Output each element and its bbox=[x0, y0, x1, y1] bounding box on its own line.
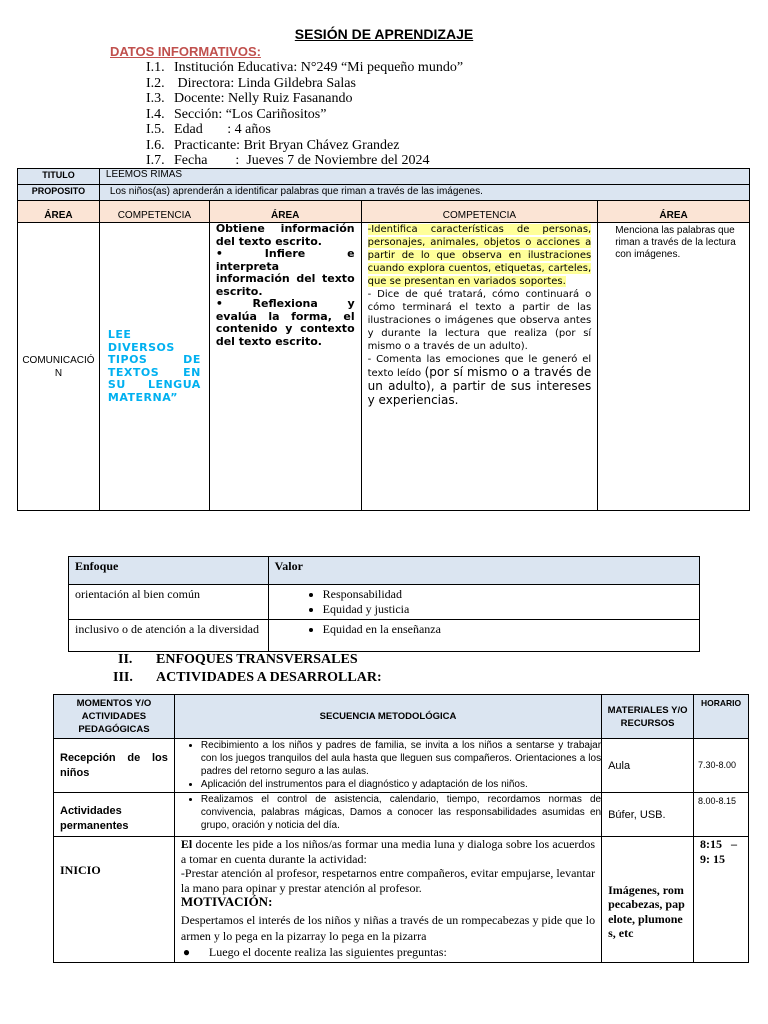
valor-item: • Equidad y justicia bbox=[323, 602, 693, 617]
secuencia-item: • Aplicación del instrumentos para el diagnóstico y adaptación de los niños. bbox=[201, 778, 601, 791]
session-table bbox=[17, 168, 750, 511]
valor-item: • Responsabilidad bbox=[323, 587, 693, 602]
momento-cell: Actividades permanentes bbox=[54, 793, 175, 837]
momento-cell: Recepción de los niños bbox=[54, 739, 175, 793]
desempeno-item: - Dice de qué tratará, cómo continuará o cómo terminará el texto a partir de las ilustraciones o imágenes que observa antes y durante la lectura que realiza (por sí mismo o a través de un adulto). bbox=[367, 289, 592, 352]
valor-header: Valor bbox=[268, 557, 699, 585]
competencia-cell bbox=[99, 223, 209, 511]
horario-cell: 7.30-8.00 bbox=[694, 739, 749, 793]
capacidad-item: Obtiene información del texto escrito. bbox=[215, 222, 355, 248]
enfoque-cell: inclusivo o de atención a la diversidad bbox=[69, 620, 269, 652]
header-competencia: COMPETENCIA bbox=[361, 201, 598, 223]
inicio-paragraph: Despertamos el interés de los niños y niñas a través de un rompecabezas y pide que lo armen y lo pega en la pizarray lo pega en la pizarra bbox=[180, 912, 596, 943]
momentos-header: MOMENTOS Y/O ACTIVIDADES PEDAGÓGICAS bbox=[54, 695, 175, 739]
competencia-text: LEE DIVERSOS TIPOS DE TEXTOS EN SU LENGUA MATERNA” bbox=[107, 328, 201, 404]
datos-list bbox=[146, 60, 463, 169]
secuencia-item: • Realizamos el control de asistencia, calendario, tiempo, recordamos normas de convivencia, palabras mágicas, Damos a conocer las responsabilidades asumidas en grupo, oración y noticia del día. bbox=[201, 793, 601, 832]
capacidades-cell bbox=[209, 223, 361, 511]
datos-item: I.5. Edad : 4 años bbox=[146, 122, 271, 137]
capacidad-item: • Infiere e interpreta información del texto escrito. bbox=[215, 247, 359, 298]
capacidad-item: • Reflexiona y evalúa la forma, el contenido y contexto del texto escrito. bbox=[215, 297, 359, 348]
datos-item: I.4. Sección: “Los Cariñositos” bbox=[146, 106, 327, 122]
datos-item: I.2. Directora: Linda Gildebra Salas bbox=[146, 75, 356, 91]
header-area: ÁREA bbox=[18, 201, 100, 223]
desempeno-item: - Comenta las emociones que le generó el texto leído (por sí mismo o a través de un adulto), a partir de sus intereses y experiencias. bbox=[367, 354, 592, 407]
datos-item: I.3. Docente: Nelly Ruiz Fasanando bbox=[146, 91, 353, 106]
proposito-label: PROPOSITO bbox=[18, 185, 100, 201]
materiales-cell: Búfer, USB. bbox=[602, 793, 694, 837]
enfoques-table bbox=[68, 556, 700, 652]
datos-item: I.7. Fecha : Jueves 7 de Noviembre del 2024 bbox=[146, 153, 430, 168]
header-area: ÁREA bbox=[209, 201, 361, 223]
horario-cell: 8:15 – 9: 15 bbox=[694, 837, 749, 963]
bullet-icon: ● bbox=[182, 944, 191, 959]
datos-item: I.1. Institución Educativa: N°249 “Mi pequeño mundo” bbox=[146, 60, 464, 75]
horario-header: HORARIO bbox=[694, 695, 749, 739]
valor-item: • Equidad en la enseñanza bbox=[323, 622, 693, 637]
enfoque-header: Enfoque bbox=[69, 557, 269, 585]
proposito-value: Los niños(as) aprenderán a identificar palabras que riman a través de las imágenes. bbox=[99, 185, 749, 201]
secuencia-item: • Recibimiento a los niños y padres de familia, se invita a los niños a sentarse y trabajar con los juegos tranquilos del aula hasta que lleguen sus compañeros. Orientaciones a los padres del retorno seguro a las aulas. bbox=[201, 739, 601, 778]
momento-cell: INICIO bbox=[54, 837, 175, 963]
materiales-cell: Aula bbox=[602, 739, 694, 793]
secuencia-header: SECUENCIA METODOLÓGICA bbox=[174, 695, 601, 739]
header-area: ÁREA bbox=[598, 201, 750, 223]
valor-cell bbox=[268, 620, 699, 652]
valor-cell bbox=[268, 585, 699, 620]
inicio-bullet: ● Luego el docente realiza las siguientes preguntas: bbox=[182, 944, 447, 959]
inicio-paragraph: El docente les pide a los niños/as formar una media luna y dialoga sobre los acuerdos a tomar en cuenta durante la actividad: bbox=[180, 837, 596, 866]
secuencia-cell bbox=[174, 837, 601, 963]
desempenos-cell bbox=[361, 223, 598, 511]
evidencia-cell: Menciona las palabras que riman a través de la lectura con imágenes. bbox=[598, 223, 750, 511]
titulo-label: TITULO bbox=[18, 169, 100, 185]
horario-cell: 8.00-8.15 bbox=[694, 793, 749, 837]
page-title: SESIÓN DE APRENDIZAJE bbox=[294, 26, 474, 42]
desempeno-highlight: -Identifica características de personas, personajes, animales, objetos o acciones a partir de lo que observa en ilustraciones cuando explora cuentos, etiquetas, carteles, que se presentan en variados soportes. bbox=[367, 224, 592, 287]
motivacion-heading: MOTIVACIÓN: bbox=[180, 894, 273, 909]
enfoque-cell: orientación al bien común bbox=[69, 585, 269, 620]
titulo-value: LEEMOS RIMAS bbox=[99, 169, 749, 185]
actividades-table bbox=[53, 694, 749, 963]
section-heading: III. ACTIVIDADES A DESARROLLAR: bbox=[113, 670, 382, 685]
secuencia-cell bbox=[174, 739, 601, 793]
secuencia-cell bbox=[174, 793, 601, 837]
inicio-paragraph: -Prestar atención al profesor, respetarnos entre compañeros, evitar empujarse, levantar la mano para opinar y prestar atención al profesor. bbox=[180, 866, 596, 895]
area-cell: COMUNICACIÓN bbox=[18, 223, 100, 511]
header-competencia: COMPETENCIA bbox=[99, 201, 209, 223]
materiales-header: MATERIALES Y/O RECURSOS bbox=[602, 695, 694, 739]
datos-item: I.6. Practicante: Brit Bryan Chávez Grandez bbox=[146, 137, 400, 153]
section-heading: II. ENFOQUES TRANSVERSALES bbox=[118, 652, 358, 667]
datos-heading: DATOS INFORMATIVOS: bbox=[110, 44, 261, 59]
materiales-cell: Imágenes, rompecabezas, papelote, plumones, etc bbox=[602, 837, 694, 963]
